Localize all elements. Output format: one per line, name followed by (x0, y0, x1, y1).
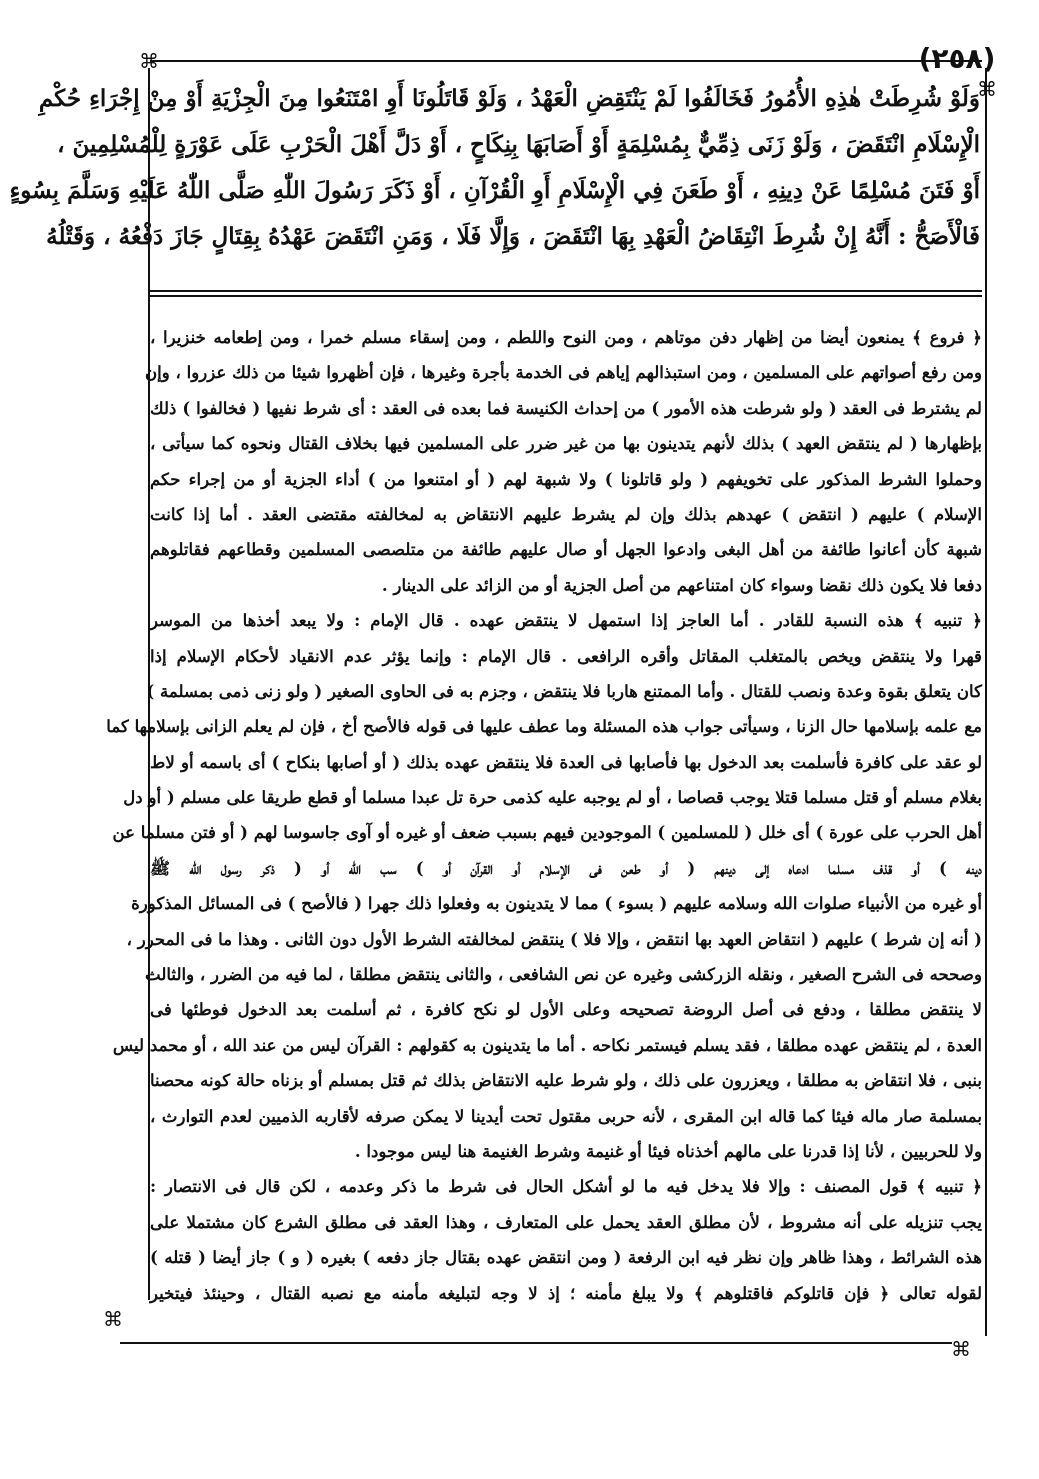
corner-ornament-icon: ⌘ (139, 49, 159, 73)
sharh-line: لم يشترط فى العقد ( ولو شرطت هذه الأمور ) من إحداث الكنيسة فما بعده فى العقد : أى شرط نفيها ( فخالفوا ) ذلك (150, 397, 982, 418)
sharh-line: أو غيره من الأنبياء صلوات الله وسلامه عليهم ( بسوء ) مما لا يتدينون به وفعلوا ذلك جهرا ( فالأصح ) فى المسائل المذكورة (131, 893, 982, 914)
sharh-line: قهرا ولا ينتقض ويخص بالمتغلب المقاتل وأقره الرافعى . قال الإمام : وإنما يؤثر عدم الانقياد لأحكام الإسلام إذا (150, 645, 982, 666)
sharh-line: أهل الحرب على عورة ) أى خلل ( للمسلمين ) الموجودين فيهم بسبب ضعف أو غيره أو آوى جاسوسا لهم ( أو فتن مسلما عن (112, 822, 982, 843)
sharh-line: ولا للحربيين ، لأنا إذا قدرنا على مالهم أخذناه فيئا أو غنيمة وشرط الغنيمة هنا ليس موجودا . (354, 1140, 982, 1161)
sharh-line: بإظهارها ( لم ينتقض العهد ) بذلك لأنهم يتدينون بها من غير ضرر على المسلمين فيها بخلاف القتال ونحوه كما سيأتى ، (150, 433, 982, 454)
matn-line: الْإِسْلَامِ انْتَقَضَ ، وَلَوْ زَنَى ذِمِّيٌّ بِمُسْلِمَةٍ أَوْ أَصَابَهَا بِنِكَاحٍ ، أَوْ دَلَّ أَهْلَ الْحَرْبِ عَلَى عَوْرَةٍ لِلْمُسْلِمِينَ ، (57, 131, 980, 158)
sharh-line: مع علمه بإسلامها حال الزنا ، وسيأتى جواب هذه المسئلة وما عطف عليها فى قوله فالأصح أخ ، فإن لم يعلم الزانى بإسلامها كما (106, 716, 982, 737)
sharh-line: دفعا فلا يكون ذلك نقضا وسواء كان امتناعهم من أصل الجزية أو من الزائد على الدينار . (381, 574, 982, 595)
sharh-line: يجب تنزيله على أنه مشروط ، لأن مطلق العقد يحمل على المتعارف ، وهذا العقد فى مطلق الشرع كان مشتملا على (150, 1211, 982, 1232)
sharh-line: دينه ) أو قذف مسلما ادعاه إلى دينهم ( أو طعن فى الإسلام أو القرآن أو ) سب الله أو ( ذكر رسول الله ﷺ (150, 857, 982, 878)
sharh-line: هذه الشرائط ، وهذا ظاهر وإن نظر فيه ابن الرفعة ( ومن انتقض عهده بقتال جاز دفعه ) بغيره ( و ) جاز أيضا ( قتله ) (150, 1247, 982, 1268)
matn-line: وَلَوْ شُرِطَتْ هٰذِهِ الأُمُورُ فَخَالَفُوا لَمْ يَنْتَقِضِ الْعَهْدُ ، وَلَوْ قَاتَلُونَا أَوِ امْتَنَعُوا مِنَ الْجِزْيَةِ أَوْ مِنْ إِجْرَاءِ حُكْمِ (38, 85, 980, 112)
sharh-line: شبهة كأن أعانوا طائفة من أهل البغى وادعوا الجهل أو صال عليهم طائفة من متلصصى المسلمين وقطاعهم فقاتلوهم (150, 539, 982, 560)
sharh-line: الإسلام ) عليهم ( انتقض ) عهدهم بذلك وإن لم يشرط عليهم الانتقاض به لمخالفته مقتضى العقد . أما إذا كانت (150, 503, 982, 524)
sharh-line: لو عقد على كافرة فأسلمت بعد الدخول بها فأصابها فى العدة فلا ينتقض عهده بذلك ( أو أصابها بنكاح ) أى باسمه أو لاط (150, 751, 982, 772)
sharh-line: لا ينتقض مطلقا ، ودفع فى أصل الروضة تصحيحه وعلى الأول لو نكح كافرة ، ثم أسلمت بعد الدخول فوطئها فى (150, 999, 982, 1020)
sharh-line: وصححه فى الشرح الصغير ، ونقله الزركشى وغيره عن نص الشافعى ، والثانى ينتقض مطلقا ، لما فيه من الضرر ، والثالث (145, 964, 982, 985)
sharh-line: ﴿ تنبيه ﴾ قول المصنف : وإلا فلا يدخل فيه ما لو أشكل الحال فى شرط ما ذكر وعدمه ، لكن قال فى الانتصار : (150, 1176, 982, 1197)
sharh-line: وحملوا الشرط المذكور على تخويفهم ( ولو قاتلونا ) ولا شبهة لهم ( أو امتنعوا من ) أداء الجزية أو من إجراء حكم (150, 468, 982, 489)
sharh-text (106, 320, 982, 1311)
sharh-line: العدة ، لم ينتقض عهده مطلقا ، فقد يسلم فيستمر نكاحه . أما ما يتدينون به كقولهم : القرآن ليس من عند الله ، أو محمد ليس (112, 1034, 982, 1055)
sharh-line: كان يتعلق بقوة وعدة ونصب للقتال . وأما الممتنع هاربا فلا ينتقض ، وجزم به فى الحاوى الصغير ( ولو زنى ذمى بمسلمة ) (146, 680, 982, 701)
frame-bottom-line (120, 1342, 952, 1344)
matn-line: فَالْأَصَحُّ : أَنَّهُ إِنْ شُرِطَ انْتِقَاضُ الْعَهْدِ بِهَا انْتَقَضَ ، وَإِلَّا فَلَا ، وَمَنِ انْتَقَضَ عَهْدُهُ بِقِتَالٍ جَازَ دَفْعُهُ ، وَقَتْلُهُ (46, 223, 980, 250)
section-divider (150, 290, 982, 292)
frame-right-line (985, 68, 987, 1336)
matn-line: أَوْ فَتَنَ مُسْلِمًا عَنْ دِينِهِ ، أَوْ طَعَنَ فِي الْإِسْلَامِ أَوِ الْقُرْآنِ ، أَوْ ذَكَرَ رَسُولَ اللّٰهِ صَلَّى اللّٰهُ عَلَيْهِ وَسَلَّمَ بِسُوءٍ (9, 177, 980, 204)
section-divider (150, 295, 982, 297)
sharh-line: ومن رفع أصواتهم على المسلمين ، ومن استبذالهم إياهم فى الخدمة بأجرة وغيرها ، فإن أظهروا شيئا من ذلك عزروا ، وإن (144, 362, 982, 383)
sharh-line: ﴿ فروع ﴾ يمنعون أيضا من إظهار دفن موتاهم ، ومن النوح واللطم ، ومن إسقاء مسلم خمرا ، ومن إطعامه خنزيرا ، (150, 327, 982, 347)
sharh-line: لقوله تعالى ﴿ فإن قاتلوكم فاقتلوهم ﴾ ولا يبلغ مأمنه ؛ إذ لا وجه لتبليغه مأمنه مع نصبه القتال ، وحينئذ فيتخير (150, 1282, 982, 1303)
matn-text (9, 76, 980, 260)
sharh-line: ﴿ تنبيه ﴾ هذه النسبة للقادر . أما العاجز إذا استمهل لا ينتقض عهده . قال الإمام : ولا يبعد أخذها من الموسر (150, 610, 982, 631)
page-number: (٢٥٨) (918, 42, 996, 75)
sharh-line: ( أنه إن شرط ) عليهم ( انتقاض العهد بها انتقض ، وإلا فلا ) ينتقض لمخالفته الشرط الأول دون الثانى . وهذا ما فى المحرر ، (126, 928, 982, 949)
corner-ornament-icon: ⌘ (977, 77, 997, 101)
sharh-line: بغلام مسلم أو قتل مسلما قتلا يوجب قصاصا ، أو لم يوجبه عليه كذمى حرة تل عبدا مسلما أو قطع طريقا على مسلم ( أو دل (123, 787, 982, 808)
corner-ornament-icon: ⌘ (951, 1337, 971, 1361)
frame-top-line (150, 60, 982, 62)
sharh-line: بنبى ، فلا انتقاض به مطلقا ، ويعزرون على ذلك ، ولو شرط عليه الانتقاض بذلك ثم قتل بمسلم أو بزناه حالة كونه محصنا (150, 1070, 982, 1091)
sharh-line: بمسلمة صار ماله فيئا كما قاله ابن المقرى ، لأنه حربى مقتول تحت أيدينا لا يمكن صرفه لأقاربه الذميين لعدم التوارث ، (150, 1105, 982, 1126)
corner-ornament-icon: ⌘ (103, 1307, 123, 1331)
